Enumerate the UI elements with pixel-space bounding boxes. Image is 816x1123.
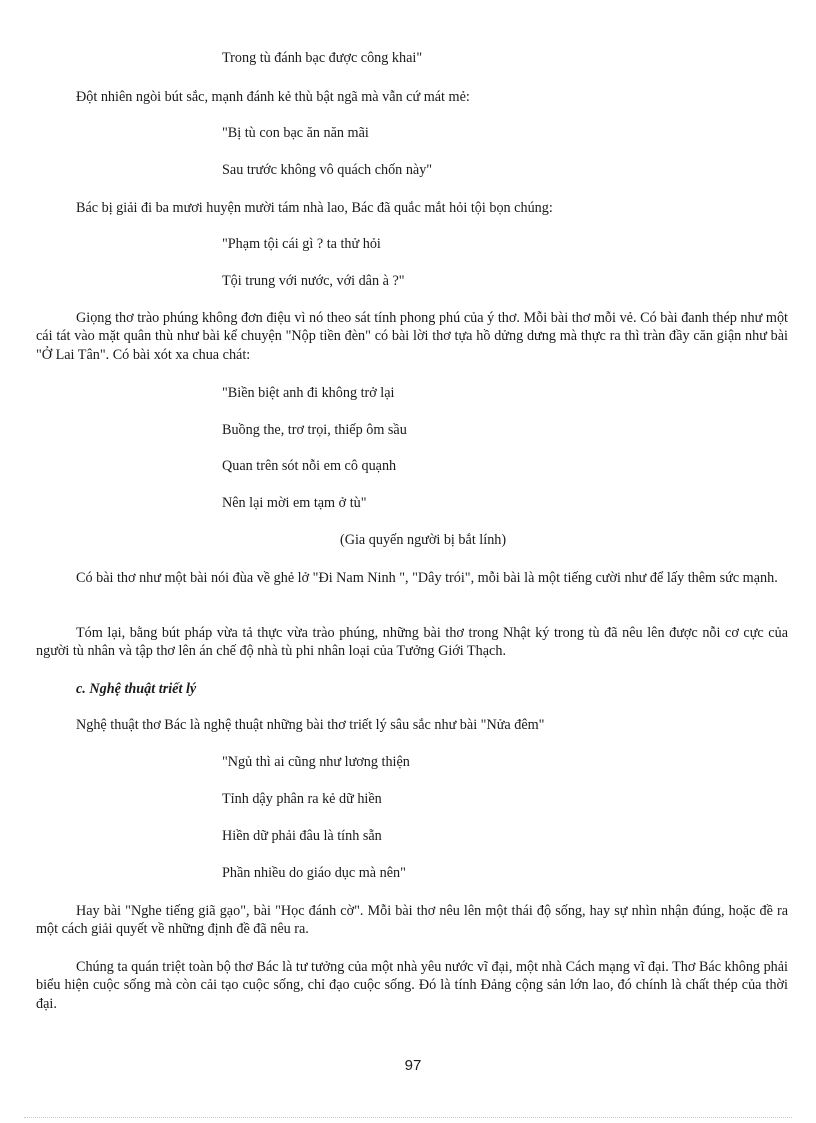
verse-line: Hiền dữ phải đâu là tính sẵn — [222, 828, 382, 844]
paragraph: Có bài thơ như một bài nói đùa về ghẻ lở "Đi Nam Ninh ", "Dây trói", mỗi bài là một tiếng cười như để lấy thêm sức mạnh. — [76, 570, 778, 586]
verse-line: "Bị tù con bạc ăn năn mãi — [222, 125, 369, 141]
verse-line: Tội trung với nước, với dân à ?" — [222, 273, 405, 289]
verse-line: Trong tù đánh bạc được công khai" — [222, 50, 423, 66]
verse-line: "Ngủ thì ai cũng như lương thiện — [222, 754, 410, 770]
section-heading: c. Nghệ thuật triết lý — [76, 681, 197, 697]
paragraph: Giọng thơ trào phúng không đơn điệu vì nó theo sát tính phong phú của ý thơ. Mỗi bài thơ mỗi vẻ. Có bài đanh thép như một cái tát vào mặt quân thù như bài kể chuyện "Nộp tiền đèn" có bài lời thơ tựa hồ dửng dưng mà thực ra thì tràn đầy căn giận như bài "Ở Lai Tân". Có bài xót xa chua chát: — [36, 310, 788, 363]
paragraph: Bác bị giải đi ba mươi huyện mười tám nhà lao, Bác đã quắc mắt hỏi tội bọn chúng: — [76, 200, 553, 216]
paragraph: Hay bài "Nghe tiếng giã gạo", bài "Học đánh cờ". Mỗi bài thơ nêu lên một thái độ sống, hay sự nhìn nhận đúng, hoặc đề ra một cách giải quyết về những định đề đã nêu ra. — [36, 903, 788, 938]
verse-line: Buồng the, trơ trọi, thiếp ôm sầu — [222, 422, 407, 438]
page-divider — [24, 1117, 792, 1118]
verse-source: (Gia quyến người bị bắt lính) — [340, 532, 507, 548]
paragraph: Nghệ thuật thơ Bác là nghệ thuật những bài thơ triết lý sâu sắc như bài "Nửa đêm" — [76, 717, 545, 733]
verse-line: Tỉnh dậy phân ra kẻ dữ hiền — [222, 791, 382, 807]
paragraph: Đột nhiên ngòi bút sắc, mạnh đánh kẻ thù bật ngã mà vẫn cứ mát mẻ: — [76, 89, 470, 105]
paragraph: Chúng ta quán triệt toàn bộ thơ Bác là tư tưởng của một nhà yêu nước vĩ đại, một nhà Cách mạng vĩ đại. Thơ Bác không phải biểu hiện cuộc sống mà còn cải tạo cuộc sống, chỉ đạo cuộc sống. Đó là tính Đảng cộng sản lớn lao, đó chính là chất thép của thời đại. — [36, 959, 788, 1012]
page-number: 97 — [404, 1057, 422, 1074]
verse-line: Nên lại mời em tạm ở tù" — [222, 495, 367, 511]
verse-line: "Biền biệt anh đi không trở lại — [222, 385, 395, 401]
verse-line: Sau trước không vô quách chốn này" — [222, 162, 433, 178]
paragraph: Tóm lại, bằng bút pháp vừa tả thực vừa trào phúng, những bài thơ trong Nhật ký trong tù đã nêu lên được nỗi cơ cực của người tù nhân và tập thơ lên án chế độ nhà tù phi nhân loại của Tưởng Giới Thạch. — [36, 625, 788, 660]
verse-line: "Phạm tội cái gì ? ta thử hỏi — [222, 236, 381, 252]
verse-line: Phần nhiều do giáo dục mà nên" — [222, 865, 406, 881]
verse-line: Quan trên sót nỗi em cô quạnh — [222, 458, 397, 474]
